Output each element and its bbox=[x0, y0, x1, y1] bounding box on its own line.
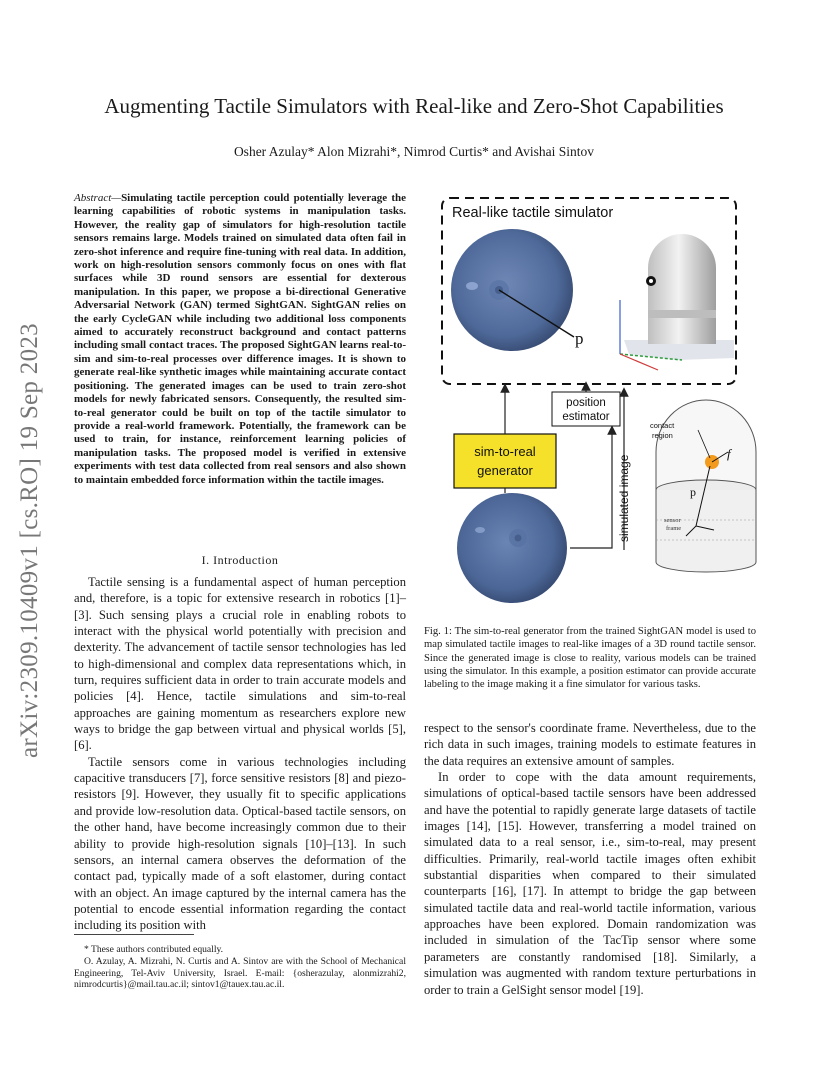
position-estimator-line2: estimator bbox=[562, 411, 610, 423]
abstract bbox=[74, 192, 406, 487]
position-estimator-line1: position bbox=[566, 397, 606, 409]
simulated-sensor-render bbox=[620, 234, 734, 370]
label-p: p bbox=[575, 329, 584, 348]
generator-line2: generator bbox=[477, 463, 533, 478]
label-p2: p bbox=[690, 485, 696, 499]
generator-line1: sim-to-real bbox=[474, 444, 536, 459]
footnote: * These authors contributed equally. bbox=[84, 944, 224, 955]
contact-region-line1: contact bbox=[650, 421, 675, 430]
contact-region-line2: region bbox=[652, 431, 673, 440]
simulator-box-title: Real-like tactile simulator bbox=[452, 205, 614, 221]
sim-to-real-generator-box bbox=[454, 434, 556, 488]
paragraph: Tactile sensors come in various technologies including capacitive transducers [7], force sensitive resistors [8] and piezo-resistors [9]. However, they usually fit to specific applications and provide low-resolution data. Optical-based tactile sensors, on the other hand, have become increasingly common due to their ability to provide high-resolution signals [10]–[13]. In such sensors, an internal camera observes the deformation of the contact pad, typically made of a soft elastomer, during contact with an object. An image captured by the internal camera has the potential to encode essential information regarding the contact including its position with bbox=[74, 754, 406, 933]
label-f: f bbox=[727, 446, 731, 461]
footnotes bbox=[74, 944, 406, 991]
arxiv-identifier: arXiv:2309.10409v1 [cs.RO] 19 Sep 2023 bbox=[16, 323, 43, 758]
paper-title: Augmenting Tactile Simulators with Real-like and Zero-Shot Capabilities bbox=[104, 94, 724, 118]
paper-authors: Osher Azulay* Alon Mizrahi*, Nimrod Curtis* and Avishai Sintov bbox=[233, 144, 595, 159]
abstract-lead: Abstract— bbox=[74, 192, 122, 204]
right-body bbox=[424, 720, 756, 998]
figure-caption bbox=[424, 625, 756, 691]
paragraph: Tactile sensing is a fundamental aspect of human perception and, therefore, is a topic for extensive research in robotics [1]–[3]. Such sensing plays a crucial role in enabling robots to interact with the physical world potentially with precision and dexterity. The advancement of tactile sensor technologies has led to high-dimensional and complex data representations which, in turn, requires sufficient data in order to train accurate models and policies [4]. Hence, tactile simulations and sim-to-real approaches are gaining momentum as researchers explore new ways to bridge the gap between virtual and physical worlds [5], [6]. bbox=[74, 575, 406, 753]
caption-label: Fig. 1: bbox=[424, 626, 452, 637]
left-body bbox=[74, 574, 406, 934]
abstract-text: Simulating tactile perception could potentially leverage the learning capabilities of robotic systems in manipulation tasks. However, the reality gap of simulators for high-resolution tactile sensors remains large. Models trained on simulated data often fail in zero-shot inference and require fine-tuning with real data. In addition, work on high-resolution sensors commonly focus on ones with flat surfaces while 3D round sensors are essential for dexterous manipulation. In this paper, we propose a bi-directional Generative Adversarial Network (GAN) termed SightGAN. SightGAN relies on the early CycleGAN while including two additional loss components aimed to accurately reconstruct background and contact patterns including small contact traces. The proposed SightGAN learns real-to-sim and sim-to-real processes over difference images. It is shown to generate real-like synthetic images while maintaining accurate contact positioning. The generated images can be used to train zero-shot models for newly fabricated sensors. Consequently, the resulted sim-to-real generator could be built on top of the tactile simulator to provide a real-world framework. Potentially, the framework can be used to train, for instance, reinforcement learning policies of manipulation tasks. The proposed model is verified in extensive experiments with test data collected from real sensors and also shown to maintain embedded force information within the tactile images. bbox=[74, 192, 406, 486]
generated-tactile-image bbox=[451, 229, 573, 351]
caption-text: The sim-to-real generator from the trained SightGAN model is used to map simulated tactile images to real-like images of a 3D round tactile sensor. Since the generated image is close to reality, various models can be trained using the simulator. In this example, a position estimator can provide accurate labeling to the image making it a fine simulator for various tasks. bbox=[424, 626, 756, 691]
sensor-frame-line2: frame bbox=[666, 525, 682, 532]
section-heading: I. Introduction bbox=[201, 553, 279, 567]
figure-1 bbox=[424, 190, 758, 610]
simulated-image-label: simulated image bbox=[617, 454, 631, 542]
footnote: O. Azulay, A. Mizrahi, N. Curtis and A. Sintov are with the School of Mechanical Engineering, Tel-Aviv University, Israel. E-mail: {osherazulay, alonmizrahi2, nimrodcurtis}@mail.tau.ac.il; sintov1@tauex.tau.ac.il. bbox=[74, 955, 406, 991]
footnote-rule bbox=[74, 934, 194, 935]
sensor-frame-line1: sensor bbox=[664, 517, 681, 524]
simulated-tactile-image bbox=[457, 493, 567, 603]
paragraph: In order to cope with the data amount requirements, simulations of optical-based tactile sensors have been addressed and have the potential to rapidly generate large datasets of tactile images [14], [15]. However, transferring a model trained on simulated data to a real sensor, i.e., sim-to-real, may present difficulties. Primarily, real-world tactile images often exhibit substantial disparities when compared to their simulated counterparts [16], [17]. In attempt to bridge the gap between simulated tactile data and real-world tactile information, various approaches have been explored. Domain randomization was included in simulation of the TacTip sensor where some parameters are constantly randomised [18]. Similarly, a simulation was augmented with random texture perturbations in order to train a GelSight sensor model [19]. bbox=[424, 770, 756, 997]
paragraph: respect to the sensor's coordinate frame. Nevertheless, due to the rich data in such images, training models to estimate features in the data requires an extensive amount of samples. bbox=[424, 721, 756, 768]
